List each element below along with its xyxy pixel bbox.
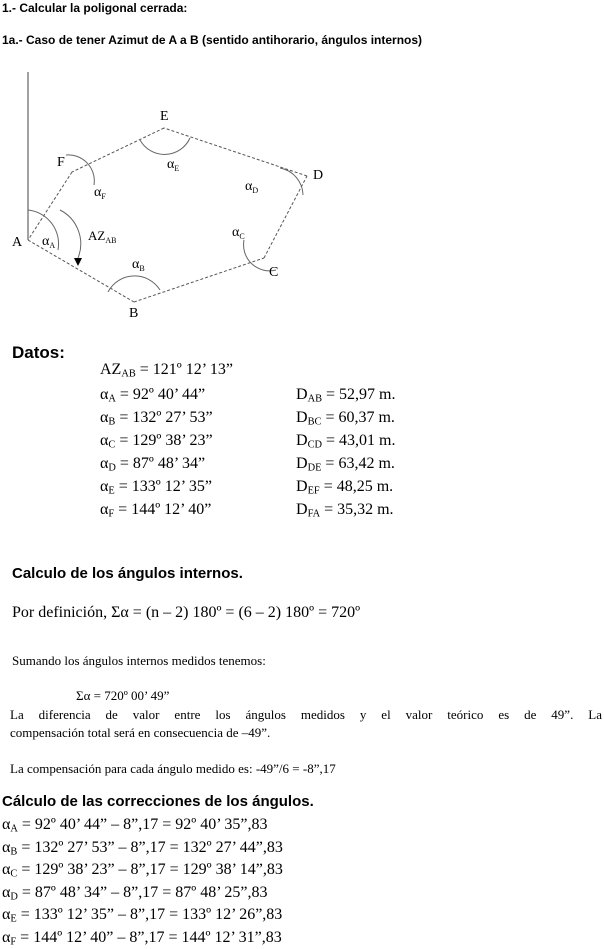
- correction-row: $\alpha_B$ = 132º 27’ 53” – 8”,17 = 132º 27’ 44”,83: [2, 838, 283, 858]
- correction-row: $\alpha_E$ = 133º 12’ 35” – 8”,17 = 133º 12’ 26”,83: [2, 906, 283, 925]
- calc-diff-line1: La diferencia de valor entre los ángulos medidos y el valor teórico es de 49”. La: [10, 707, 602, 722]
- correction-row: $\alpha_D$ = 87º 48’ 34” – 8”,17 = 87º 48’ 25”,83: [2, 883, 268, 903]
- label-point-c: C: [269, 265, 279, 280]
- calc-diff-line2: compensación total será en consecuencia de –49”.: [10, 725, 271, 740]
- datos-az: $AZ_{AB}$ = 121º 12’ 13”: [100, 361, 233, 380]
- angle-row: $\alpha_B$ = 132º 27’ 53”: [100, 409, 213, 428]
- label-alpha-c: $\alpha_C$: [232, 225, 245, 241]
- corrections-title: Cálculo de las correcciones de los ángulos.: [2, 793, 314, 810]
- distance-row: $D_{FA} = 35,32$ m.: [296, 501, 394, 520]
- label-alpha-e: $\alpha_E$: [167, 157, 180, 173]
- azimuth-arrow: [74, 258, 82, 266]
- correction-row: $\alpha_C$ = 129º 38’ 23” – 8”,17 = 129º 38’ 14”,83: [2, 861, 283, 880]
- calc-title: Calculo de los ángulos internos.: [12, 565, 243, 582]
- angle-row: $\alpha_F$ = 144º 12’ 40”: [100, 501, 212, 520]
- polygon-diagram: [0, 60, 604, 330]
- calc-per-angle: La compensación para cada ángulo medido es: -49”/6 = -8”,17: [10, 761, 336, 776]
- label-alpha-d: $\alpha_D$: [245, 179, 259, 195]
- datos-title: Datos:: [12, 343, 65, 362]
- label-point-a: A: [12, 235, 23, 250]
- distance-row: $D_{AB} = 52,97$ m.: [296, 386, 396, 405]
- correction-row: $\alpha_A$ = 92º 40’ 44” – 8”,17 = 92º 40’ 35”,83: [2, 816, 268, 835]
- angle-row: $\alpha_E$ = 133º 12’ 35”: [100, 478, 212, 497]
- datos-angles: [100, 383, 213, 521]
- datos-distances: [296, 383, 395, 521]
- label-point-b: B: [129, 306, 139, 321]
- label-point-d: D: [313, 168, 324, 183]
- distance-row: $D_{BC} = 60,37$ m.: [296, 409, 395, 428]
- heading-2: 1a.- Caso de tener Azimut de A a B (sentido antihorario, ángulos internos): [2, 33, 423, 47]
- calc-definition: Por definición, Σα = (n – 2) 180º = (6 – 2) 180º = 720º: [12, 604, 361, 621]
- angle-row: $\alpha_C$ = 129º 38’ 23”: [100, 432, 213, 451]
- angle-row: $\alpha_D$ = 87º 48’ 34”: [100, 455, 206, 474]
- distance-row: $D_{CD} = 43,01$ m.: [296, 432, 396, 451]
- heading-1: 1.- Calcular la poligonal cerrada:: [2, 1, 188, 15]
- corrections-list: [2, 814, 283, 949]
- label-point-f: F: [57, 155, 65, 170]
- label-alpha-a: $\alpha_A$: [42, 234, 56, 250]
- correction-row: $\alpha_F$ = 144º 12’ 40” – 8”,17 = 144º 12’ 31”,83: [2, 928, 282, 948]
- label-point-e: E: [160, 109, 169, 124]
- label-azimuth: $AZ_{AB}$: [88, 228, 117, 245]
- angle-row: $\alpha_A$ = 92º 40’ 44”: [100, 386, 206, 405]
- distance-row: $D_{EF} = 48,25$ m.: [296, 478, 394, 497]
- label-alpha-b: $\alpha_B$: [132, 257, 145, 273]
- distance-row: $D_{DE} = 63,42$ m.: [296, 455, 395, 474]
- label-alpha-f: $\alpha_F$: [94, 185, 106, 201]
- calc-sum: Σα = 720º 00’ 49”: [76, 688, 170, 703]
- calc-sumando: Sumando los ángulos internos medidos tenemos:: [12, 653, 266, 668]
